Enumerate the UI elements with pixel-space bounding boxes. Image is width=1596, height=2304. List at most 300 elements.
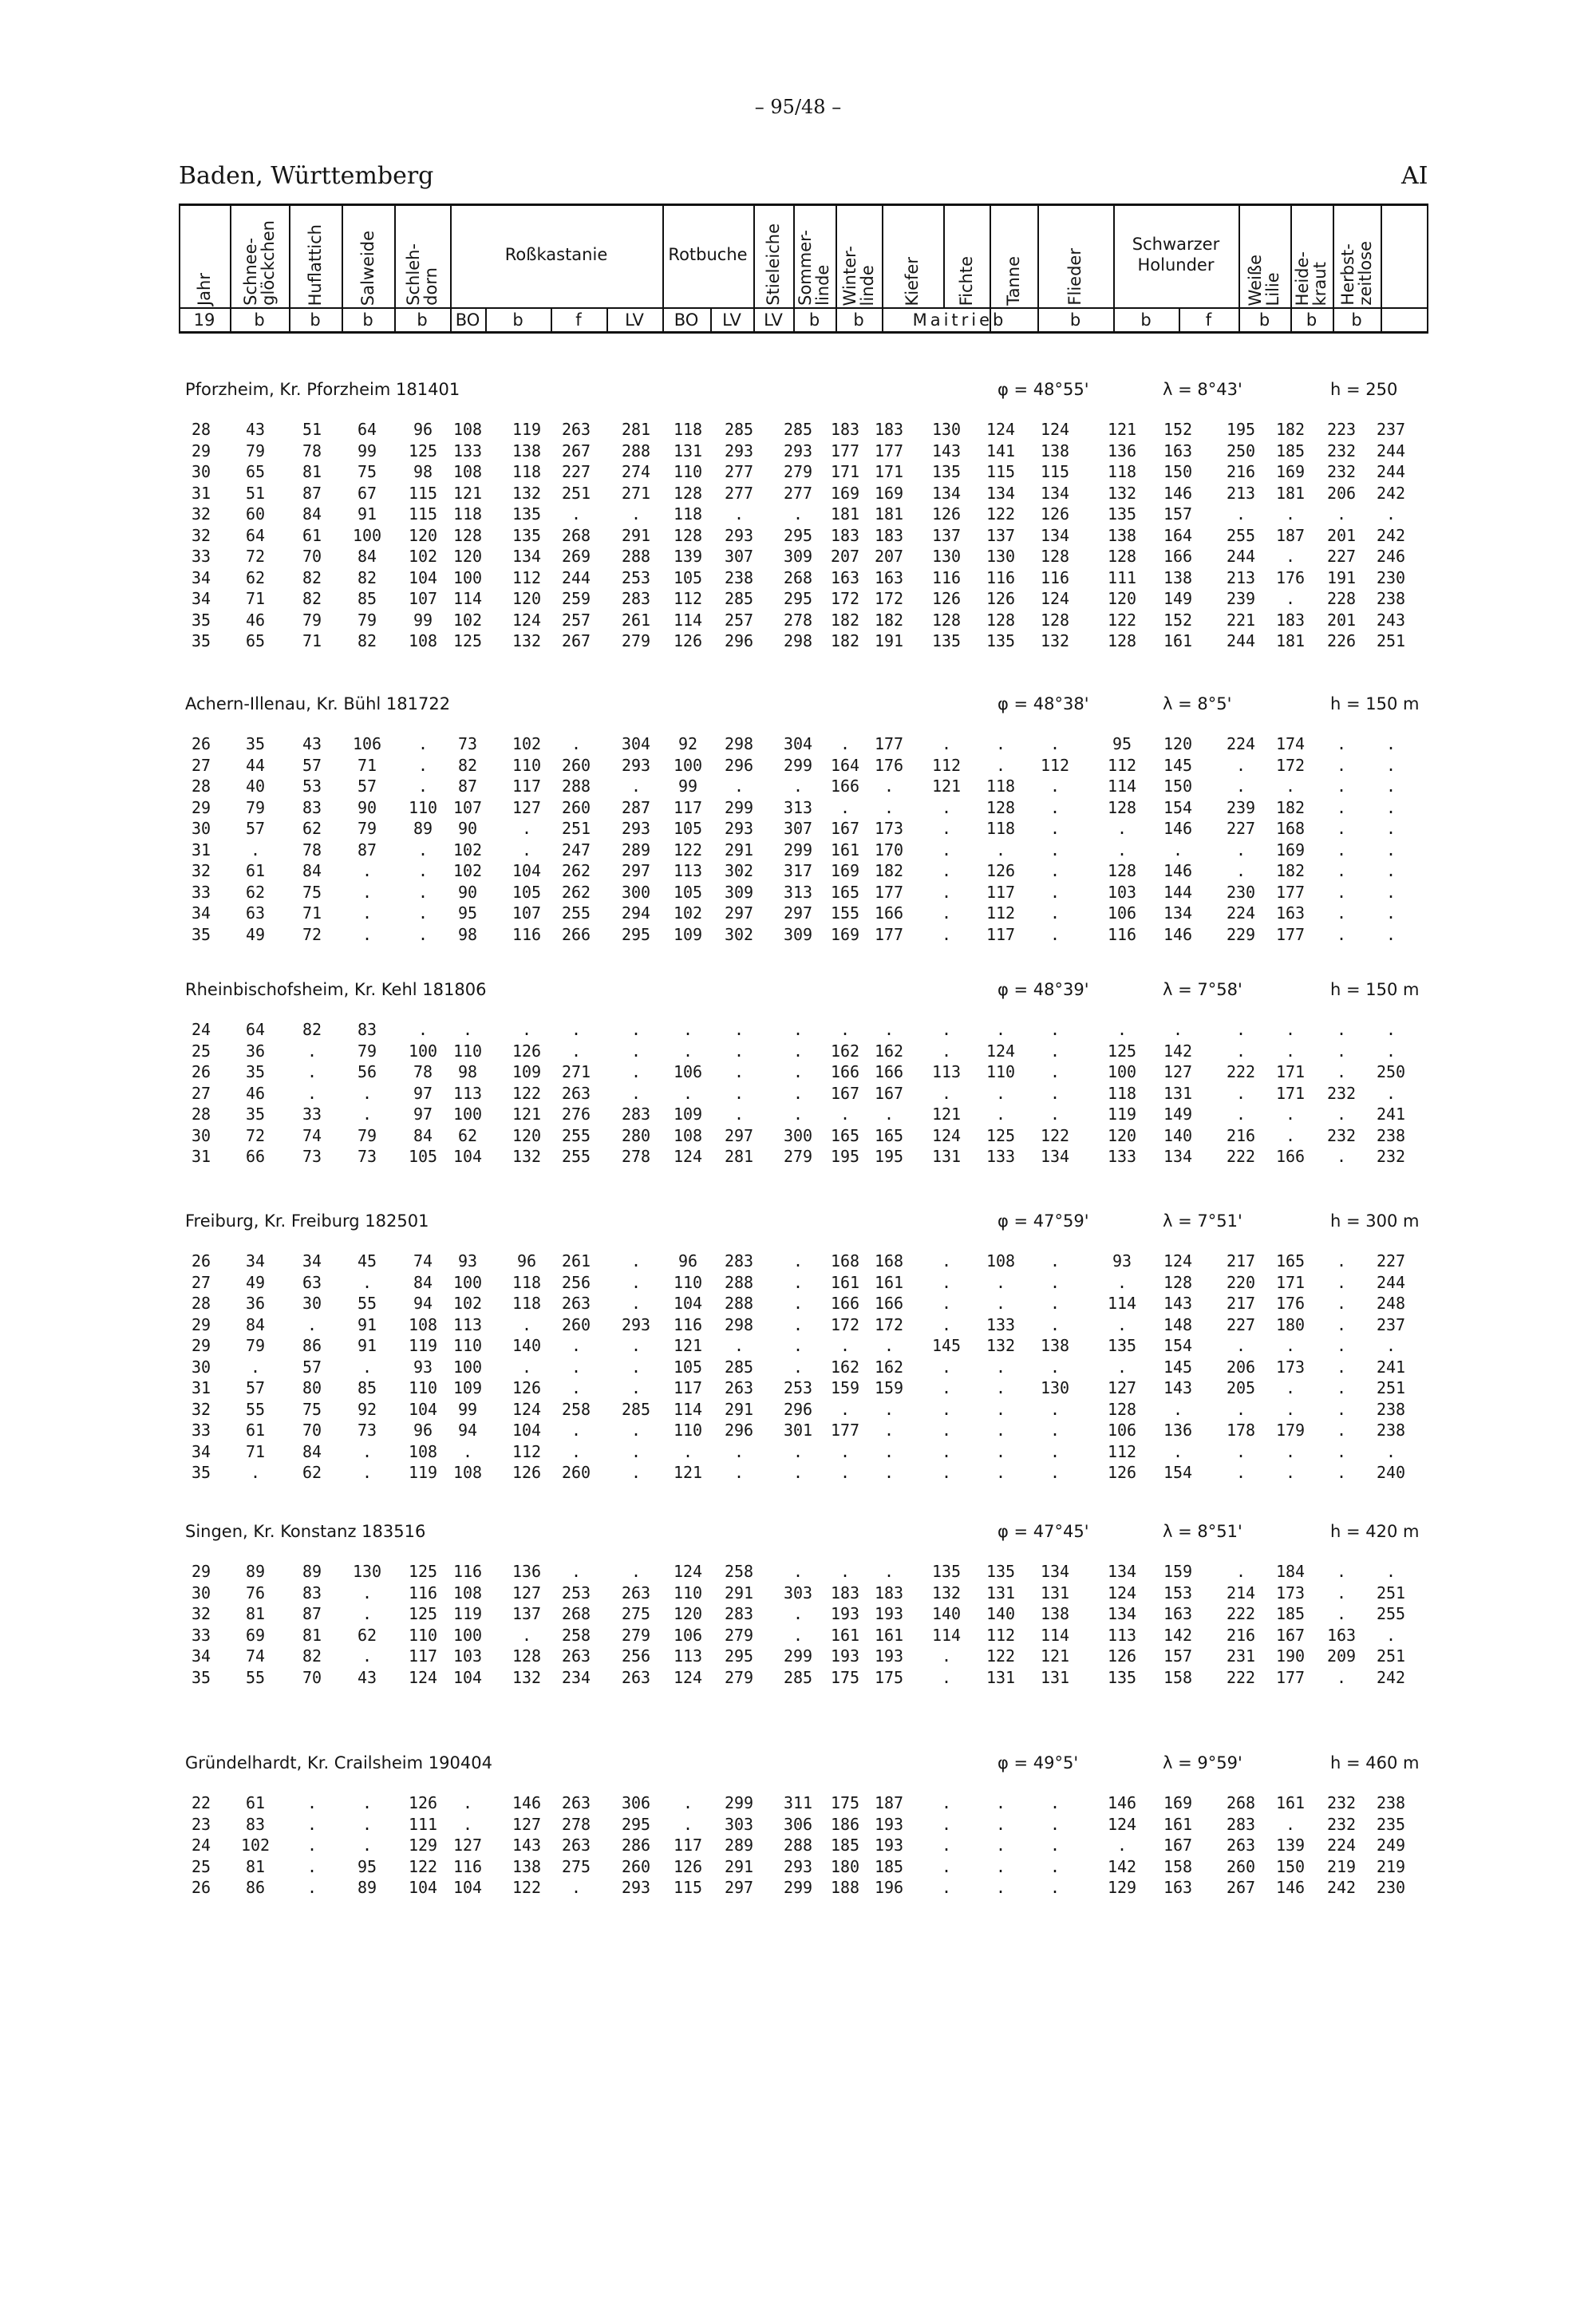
value-cell: 104 bbox=[512, 1421, 542, 1440]
value-cell: 299 bbox=[724, 797, 754, 817]
value-cell: 132 bbox=[986, 1336, 1016, 1355]
value-cell: 291 bbox=[724, 1856, 754, 1876]
value-cell: 182 bbox=[874, 610, 904, 630]
value-cell: . bbox=[1285, 777, 1296, 796]
value-cell: 143 bbox=[1163, 1294, 1193, 1313]
value-cell: . bbox=[1049, 1251, 1061, 1271]
value-cell: . bbox=[1116, 1314, 1128, 1334]
value-cell: 183 bbox=[874, 420, 904, 439]
value-cell: 73 bbox=[457, 734, 478, 753]
value-cell: 61 bbox=[302, 525, 322, 545]
value-cell: 216 bbox=[1226, 1125, 1256, 1145]
value-cell: 126 bbox=[986, 589, 1016, 608]
value-cell: 116 bbox=[452, 1562, 483, 1581]
value-cell: . bbox=[1235, 1105, 1246, 1124]
year-cell: 28 bbox=[191, 1294, 211, 1313]
table-row bbox=[0, 1463, 1596, 1482]
value-cell: 108 bbox=[452, 1583, 483, 1603]
value-cell: 142 bbox=[1163, 1041, 1193, 1061]
value-cell: 128 bbox=[452, 525, 483, 545]
value-cell: . bbox=[306, 1083, 318, 1103]
value-cell: . bbox=[1235, 777, 1246, 796]
value-cell: 142 bbox=[1107, 1856, 1137, 1876]
station-name: Pforzheim, Kr. Pforzheim 181401 bbox=[185, 380, 460, 399]
value-cell: 298 bbox=[783, 631, 813, 650]
value-cell: 126 bbox=[512, 1041, 542, 1061]
value-cell: 138 bbox=[1040, 1336, 1070, 1355]
value-cell: 181 bbox=[1275, 631, 1306, 650]
value-cell: . bbox=[1385, 777, 1396, 796]
station-name: Freiburg, Kr. Freiburg 182501 bbox=[185, 1211, 429, 1231]
value-cell: 130 bbox=[1040, 1378, 1070, 1397]
value-cell: . bbox=[839, 1463, 851, 1482]
value-cell: 118 bbox=[986, 777, 1016, 796]
year-cell: 25 bbox=[191, 1041, 211, 1061]
value-cell: 132 bbox=[931, 1583, 962, 1603]
year-cell: 24 bbox=[191, 1836, 211, 1855]
value-cell: 168 bbox=[1275, 819, 1306, 838]
value-cell: . bbox=[630, 1463, 642, 1482]
value-cell: . bbox=[417, 924, 429, 944]
value-cell: 122 bbox=[986, 504, 1016, 524]
value-cell: 168 bbox=[874, 1251, 904, 1271]
value-cell: 177 bbox=[830, 441, 860, 460]
value-cell: . bbox=[1385, 1041, 1396, 1061]
value-cell: 104 bbox=[452, 1147, 483, 1166]
value-cell: 121 bbox=[512, 1105, 542, 1124]
value-cell: 232 bbox=[1326, 1814, 1357, 1834]
value-cell: 116 bbox=[1107, 924, 1137, 944]
value-cell: 174 bbox=[1275, 734, 1306, 753]
value-cell: 56 bbox=[357, 1062, 377, 1081]
value-cell: . bbox=[1385, 840, 1396, 860]
value-cell: . bbox=[1049, 840, 1061, 860]
value-cell: 76 bbox=[245, 1583, 266, 1603]
value-cell: 176 bbox=[1275, 567, 1306, 587]
value-cell: 177 bbox=[1275, 882, 1306, 902]
value-cell: 118 bbox=[512, 1272, 542, 1292]
value-cell: 188 bbox=[830, 1878, 860, 1897]
value-cell: 108 bbox=[986, 1251, 1016, 1271]
value-cell: 259 bbox=[561, 589, 591, 608]
value-cell: 135 bbox=[1107, 1336, 1137, 1355]
value-cell: 119 bbox=[408, 1336, 438, 1355]
table-row bbox=[0, 1105, 1596, 1124]
value-cell: 104 bbox=[408, 567, 438, 587]
value-cell: 242 bbox=[1376, 1667, 1406, 1687]
value-cell: 165 bbox=[830, 1125, 860, 1145]
value-cell: . bbox=[792, 1463, 804, 1482]
value-cell: 191 bbox=[874, 631, 904, 650]
value-cell: . bbox=[839, 797, 851, 817]
value-cell: 118 bbox=[512, 1294, 542, 1313]
value-cell: . bbox=[630, 1378, 642, 1397]
value-cell: 81 bbox=[302, 1625, 322, 1645]
value-cell: . bbox=[995, 1836, 1006, 1855]
value-cell: 309 bbox=[783, 924, 813, 944]
value-cell: 143 bbox=[1163, 1378, 1193, 1397]
value-cell: 57 bbox=[302, 755, 322, 775]
value-cell: 244 bbox=[561, 567, 591, 587]
value-cell: 121 bbox=[931, 1105, 962, 1124]
value-cell: 263 bbox=[561, 420, 591, 439]
value-cell: 112 bbox=[512, 567, 542, 587]
value-cell: 118 bbox=[452, 504, 483, 524]
value-cell: 279 bbox=[621, 1625, 651, 1645]
value-cell: 43 bbox=[245, 420, 266, 439]
value-cell: 105 bbox=[408, 1147, 438, 1166]
value-cell: . bbox=[1336, 819, 1347, 838]
value-cell: 251 bbox=[1376, 1378, 1406, 1397]
value-cell: . bbox=[1336, 882, 1347, 902]
value-cell: . bbox=[995, 1441, 1006, 1461]
value-cell: 79 bbox=[245, 441, 266, 460]
value-cell: 195 bbox=[874, 1147, 904, 1166]
table-row bbox=[0, 925, 1596, 944]
value-cell: 173 bbox=[1275, 1357, 1306, 1377]
table-row bbox=[0, 568, 1596, 587]
value-cell: 106 bbox=[673, 1062, 703, 1081]
value-cell: 84 bbox=[302, 1441, 322, 1461]
value-cell: 294 bbox=[621, 903, 651, 923]
value-cell: 279 bbox=[783, 462, 813, 481]
value-cell: 72 bbox=[245, 547, 266, 566]
value-cell: 74 bbox=[245, 1646, 266, 1666]
value-cell: 127 bbox=[1163, 1062, 1193, 1081]
value-cell: . bbox=[733, 1441, 745, 1461]
value-cell: . bbox=[1049, 1399, 1061, 1419]
value-cell: 171 bbox=[1275, 1062, 1306, 1081]
value-cell: . bbox=[630, 1562, 642, 1581]
value-cell: 102 bbox=[452, 861, 483, 880]
value-cell: 183 bbox=[874, 525, 904, 545]
value-cell: 128 bbox=[1107, 797, 1137, 817]
value-cell: 49 bbox=[245, 1272, 266, 1292]
station-header bbox=[0, 694, 1596, 721]
value-cell: . bbox=[571, 504, 582, 524]
value-cell: 268 bbox=[561, 1604, 591, 1623]
value-cell: . bbox=[682, 1441, 693, 1461]
value-cell: 152 bbox=[1163, 610, 1193, 630]
value-cell: . bbox=[682, 1814, 693, 1834]
value-cell: . bbox=[1385, 1336, 1396, 1355]
value-cell: 97 bbox=[413, 1105, 433, 1124]
value-cell: 137 bbox=[931, 525, 962, 545]
value-cell: 128 bbox=[673, 483, 703, 503]
value-cell: 297 bbox=[724, 903, 754, 923]
value-cell: 95 bbox=[1112, 734, 1132, 753]
value-cell: 150 bbox=[1163, 462, 1193, 481]
value-cell: 133 bbox=[1107, 1147, 1137, 1166]
value-cell: . bbox=[1172, 1441, 1183, 1461]
value-cell: 179 bbox=[1275, 1421, 1306, 1440]
value-cell: 134 bbox=[1040, 525, 1070, 545]
value-cell: 109 bbox=[673, 1105, 703, 1124]
value-cell: 162 bbox=[874, 1357, 904, 1377]
value-cell: 128 bbox=[1163, 1272, 1193, 1292]
value-cell: 303 bbox=[724, 1814, 754, 1834]
value-cell: . bbox=[1385, 903, 1396, 923]
value-cell: . bbox=[1235, 504, 1246, 524]
value-cell: 175 bbox=[830, 1793, 860, 1812]
value-cell: 82 bbox=[357, 567, 377, 587]
value-cell: . bbox=[883, 1399, 895, 1419]
value-cell: . bbox=[1385, 924, 1396, 944]
value-cell: . bbox=[1049, 1105, 1061, 1124]
col-winterlinde: Winter- linde bbox=[839, 245, 877, 306]
year-cell: 33 bbox=[191, 1421, 211, 1440]
table-row bbox=[0, 734, 1596, 753]
value-cell: 263 bbox=[561, 1836, 591, 1855]
value-cell: 125 bbox=[452, 631, 483, 650]
value-cell: . bbox=[1336, 861, 1347, 880]
value-cell: . bbox=[941, 1667, 952, 1687]
year-cell: 29 bbox=[191, 441, 211, 460]
value-cell: . bbox=[1285, 1041, 1296, 1061]
value-cell: 99 bbox=[678, 777, 698, 796]
value-cell: . bbox=[1049, 1793, 1061, 1812]
value-cell: 172 bbox=[874, 589, 904, 608]
value-cell: . bbox=[1116, 819, 1128, 838]
value-cell: 124 bbox=[986, 420, 1016, 439]
value-cell: . bbox=[839, 1399, 851, 1419]
value-cell: 117 bbox=[673, 1836, 703, 1855]
value-cell: . bbox=[1116, 840, 1128, 860]
table-row bbox=[0, 1273, 1596, 1292]
value-cell: 163 bbox=[1163, 1604, 1193, 1623]
page-number: – 95/48 – bbox=[754, 96, 842, 118]
value-cell: 35 bbox=[245, 734, 266, 753]
value-cell: . bbox=[1336, 1378, 1347, 1397]
value-cell: 106 bbox=[673, 1625, 703, 1645]
value-cell: 166 bbox=[1163, 547, 1193, 566]
value-cell: 121 bbox=[452, 483, 483, 503]
value-cell: . bbox=[792, 1272, 804, 1292]
table-row bbox=[0, 798, 1596, 817]
year-cell: 35 bbox=[191, 1667, 211, 1687]
value-cell: 138 bbox=[1163, 567, 1193, 587]
year-cell: 30 bbox=[191, 1583, 211, 1603]
value-cell: . bbox=[1235, 1020, 1246, 1039]
value-cell: 113 bbox=[1107, 1625, 1137, 1645]
value-cell: 263 bbox=[561, 1083, 591, 1103]
value-cell: . bbox=[571, 1562, 582, 1581]
value-cell: 104 bbox=[452, 1878, 483, 1897]
value-cell: . bbox=[1336, 1314, 1347, 1334]
value-cell: . bbox=[995, 840, 1006, 860]
value-cell: . bbox=[1235, 1463, 1246, 1482]
value-cell: . bbox=[1116, 1357, 1128, 1377]
year-cell: 26 bbox=[191, 1878, 211, 1897]
value-cell: 105 bbox=[512, 882, 542, 902]
value-cell: 43 bbox=[357, 1667, 377, 1687]
value-cell: 126 bbox=[986, 861, 1016, 880]
value-cell: 120 bbox=[512, 589, 542, 608]
value-cell: 71 bbox=[357, 755, 377, 775]
value-cell: 185 bbox=[874, 1856, 904, 1876]
value-cell: . bbox=[995, 1793, 1006, 1812]
value-cell: . bbox=[1336, 1294, 1347, 1313]
value-cell: . bbox=[1235, 1083, 1246, 1103]
value-cell: 104 bbox=[408, 1878, 438, 1897]
value-cell: 57 bbox=[302, 1357, 322, 1377]
value-cell: 108 bbox=[452, 1463, 483, 1482]
value-cell: 183 bbox=[830, 525, 860, 545]
value-cell: . bbox=[1049, 924, 1061, 944]
value-cell: 172 bbox=[830, 1314, 860, 1334]
value-cell: . bbox=[306, 1793, 318, 1812]
value-cell: 180 bbox=[1275, 1314, 1306, 1334]
table-row bbox=[0, 1857, 1596, 1876]
value-cell: 281 bbox=[621, 420, 651, 439]
value-cell: 263 bbox=[561, 1646, 591, 1666]
value-cell: 115 bbox=[1040, 462, 1070, 481]
value-cell: . bbox=[361, 1814, 373, 1834]
value-cell: 253 bbox=[783, 1378, 813, 1397]
value-cell: 221 bbox=[1226, 610, 1256, 630]
value-cell: 134 bbox=[1107, 1604, 1137, 1623]
value-cell: 288 bbox=[621, 441, 651, 460]
value-cell: 108 bbox=[452, 420, 483, 439]
year-cell: 34 bbox=[191, 567, 211, 587]
value-cell: 128 bbox=[512, 1646, 542, 1666]
value-cell: 128 bbox=[1107, 631, 1137, 650]
value-cell: 291 bbox=[621, 525, 651, 545]
value-cell: 230 bbox=[1376, 567, 1406, 587]
value-cell: 159 bbox=[1163, 1562, 1193, 1581]
value-cell: 100 bbox=[452, 1625, 483, 1645]
value-cell: 214 bbox=[1226, 1583, 1256, 1603]
value-cell: . bbox=[571, 1357, 582, 1377]
year-cell: 31 bbox=[191, 483, 211, 503]
value-cell: 167 bbox=[830, 819, 860, 838]
value-cell: . bbox=[682, 1793, 693, 1812]
value-cell: 110 bbox=[986, 1062, 1016, 1081]
value-cell: 114 bbox=[931, 1625, 962, 1645]
value-cell: 44 bbox=[245, 755, 266, 775]
value-cell: . bbox=[1336, 1421, 1347, 1440]
value-cell: 297 bbox=[724, 1125, 754, 1145]
value-cell: . bbox=[1336, 797, 1347, 817]
station-name: Singen, Kr. Konstanz 183516 bbox=[185, 1522, 426, 1541]
value-cell: . bbox=[839, 1105, 851, 1124]
year-cell: 29 bbox=[191, 797, 211, 817]
value-cell: 117 bbox=[408, 1646, 438, 1666]
value-cell: 132 bbox=[512, 1667, 542, 1687]
value-cell: 115 bbox=[986, 462, 1016, 481]
value-cell: 62 bbox=[302, 819, 322, 838]
value-cell: 146 bbox=[1163, 483, 1193, 503]
value-cell: 257 bbox=[561, 610, 591, 630]
value-cell: . bbox=[883, 1020, 895, 1039]
value-cell: 117 bbox=[512, 777, 542, 796]
value-cell: 177 bbox=[874, 924, 904, 944]
value-cell: . bbox=[733, 1463, 745, 1482]
value-cell: 144 bbox=[1163, 882, 1193, 902]
value-cell: 271 bbox=[561, 1062, 591, 1081]
value-cell: 104 bbox=[512, 861, 542, 880]
value-cell: . bbox=[521, 840, 532, 860]
col-herbstzeitlose: Herbst- zeitlose bbox=[1337, 241, 1375, 306]
value-cell: 185 bbox=[1275, 1604, 1306, 1623]
value-cell: . bbox=[1235, 1041, 1246, 1061]
value-cell: . bbox=[630, 1041, 642, 1061]
value-cell: . bbox=[1336, 1147, 1347, 1166]
value-cell: 108 bbox=[408, 1441, 438, 1461]
value-cell: 112 bbox=[1107, 755, 1137, 775]
value-cell: 201 bbox=[1326, 610, 1357, 630]
value-cell: 161 bbox=[1275, 1793, 1306, 1812]
value-cell: . bbox=[1336, 840, 1347, 860]
value-cell: 124 bbox=[512, 1399, 542, 1419]
value-cell: 127 bbox=[512, 1583, 542, 1603]
value-cell: 146 bbox=[1163, 861, 1193, 880]
value-cell: 73 bbox=[357, 1147, 377, 1166]
value-cell: 135 bbox=[1107, 504, 1137, 524]
value-cell: 100 bbox=[673, 755, 703, 775]
value-cell: 222 bbox=[1226, 1062, 1256, 1081]
value-cell: . bbox=[682, 1041, 693, 1061]
value-cell: 72 bbox=[302, 924, 322, 944]
value-cell: . bbox=[883, 1105, 895, 1124]
value-cell: 61 bbox=[245, 1421, 266, 1440]
value-cell: . bbox=[417, 903, 429, 923]
value-cell: 304 bbox=[783, 734, 813, 753]
col-rotbuche: Rotbuche bbox=[668, 244, 748, 264]
value-cell: 303 bbox=[783, 1583, 813, 1603]
value-cell: 240 bbox=[1376, 1463, 1406, 1482]
value-cell: . bbox=[361, 882, 373, 902]
value-cell: . bbox=[1172, 1020, 1183, 1039]
value-cell: . bbox=[839, 1441, 851, 1461]
value-cell: . bbox=[995, 1357, 1006, 1377]
value-cell: 263 bbox=[561, 1294, 591, 1313]
value-cell: 253 bbox=[561, 1583, 591, 1603]
table-row bbox=[0, 1378, 1596, 1397]
value-cell: 36 bbox=[245, 1294, 266, 1313]
value-cell: . bbox=[361, 1272, 373, 1292]
value-cell: 140 bbox=[1163, 1125, 1193, 1145]
value-cell: 139 bbox=[673, 547, 703, 566]
value-cell: . bbox=[521, 819, 532, 838]
value-cell: . bbox=[1049, 734, 1061, 753]
value-cell: 246 bbox=[1376, 547, 1406, 566]
value-cell: 135 bbox=[931, 462, 962, 481]
value-cell: 63 bbox=[302, 1272, 322, 1292]
value-cell: 207 bbox=[874, 547, 904, 566]
value-cell: 251 bbox=[1376, 631, 1406, 650]
value-cell: 176 bbox=[1275, 1294, 1306, 1313]
value-cell: . bbox=[995, 1378, 1006, 1397]
value-cell: 111 bbox=[1107, 567, 1137, 587]
value-cell: . bbox=[995, 1878, 1006, 1897]
value-cell: 274 bbox=[621, 462, 651, 481]
value-cell: . bbox=[941, 924, 952, 944]
value-cell: 82 bbox=[302, 1646, 322, 1666]
value-cell: 46 bbox=[245, 1083, 266, 1103]
value-cell: 242 bbox=[1376, 483, 1406, 503]
value-cell: 163 bbox=[1326, 1625, 1357, 1645]
value-cell: 132 bbox=[512, 483, 542, 503]
value-cell: . bbox=[792, 1251, 804, 1271]
value-cell: 132 bbox=[1107, 483, 1137, 503]
value-cell: . bbox=[883, 1441, 895, 1461]
value-cell: 251 bbox=[1376, 1646, 1406, 1666]
value-cell: . bbox=[521, 1314, 532, 1334]
value-cell: . bbox=[682, 1083, 693, 1103]
station-alt: h = 460 m bbox=[1330, 1753, 1420, 1772]
station-header bbox=[0, 1522, 1596, 1549]
